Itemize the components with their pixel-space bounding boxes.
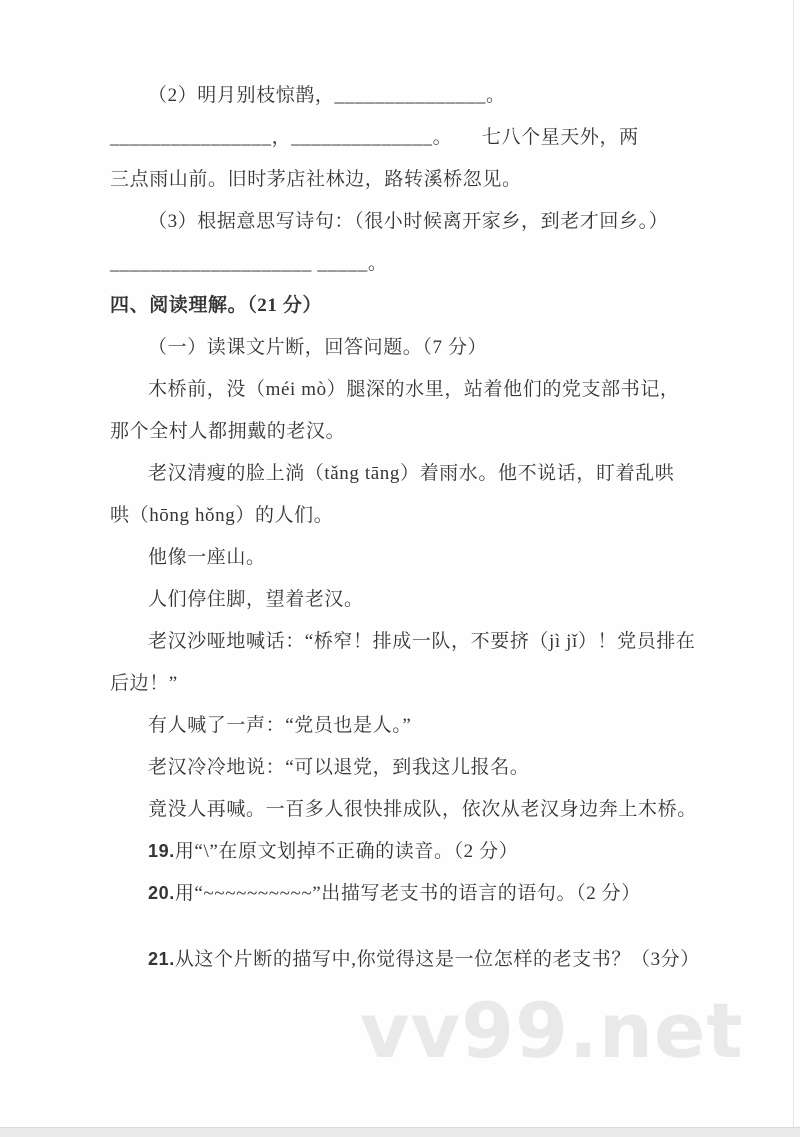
question-text: 用“\”在原文划掉不正确的读音。（2 分） — [174, 841, 519, 862]
document-line: 竟没人再喊。一百多人很快排成队，依次从老汉身边奔上木桥。 — [148, 799, 697, 820]
document-line: 人们停住脚，望着老汉。 — [148, 589, 364, 610]
document-line: ________________，______________。 七八个星天外，两 — [110, 127, 639, 148]
question-number: 19. — [148, 841, 175, 861]
document-line: （2）明月别枝惊鹊，_______________。 — [148, 85, 506, 106]
document-line: 有人喊了一声：“党员也是人。” — [148, 715, 412, 736]
document-line: 老汉沙哑地喊话：“桥窄！排成一队，不要挤（jì jǐ）！党员排在 — [148, 631, 696, 652]
document-line: 三点雨山前。旧时茅店社林边，路转溪桥忽见。 — [110, 169, 522, 190]
document-line: 哄（hōng hǒng）的人们。 — [110, 505, 334, 526]
document-line: ____________________ _____。 — [110, 253, 388, 274]
page-bottom-edge — [0, 1127, 800, 1137]
question-number: 21. — [148, 949, 175, 969]
document-line: 后边！” — [110, 673, 178, 694]
document-line: 老汉清瘦的脸上淌（tǎng tāng）着雨水。他不说话，盯着乱哄 — [148, 463, 675, 484]
question-text: 用“~~~~~~~~~~”出描写老支书的语言的语句。（2 分） — [174, 883, 641, 904]
document-line: 木桥前，没（méi mò）腿深的水里，站着他们的党支部书记， — [148, 379, 680, 400]
document-line — [110, 841, 710, 862]
document-line — [110, 883, 710, 904]
document-line: （一）读课文片断，回答问题。（7 分） — [148, 337, 488, 358]
document-line: 四、阅读理解。（21 分） — [110, 295, 323, 316]
document-line — [110, 949, 710, 970]
document-line: （3）根据意思写诗句：（很小时候离开家乡，到老才回乡。） — [148, 211, 669, 232]
document-line: 他像一座山。 — [148, 547, 266, 568]
document-line: 老汉冷冷地说：“可以退党，到我这儿报名。 — [148, 757, 530, 778]
document-line: 那个全村人都拥戴的老汉。 — [110, 421, 346, 442]
watermark: vv99.net — [360, 986, 744, 1075]
question-number: 20. — [148, 883, 175, 903]
page-right-edge — [793, 0, 794, 1128]
document-body — [110, 85, 710, 991]
question-text: 从这个片断的描写中,你觉得这是一位怎样的老支书？（3分） — [174, 949, 700, 970]
